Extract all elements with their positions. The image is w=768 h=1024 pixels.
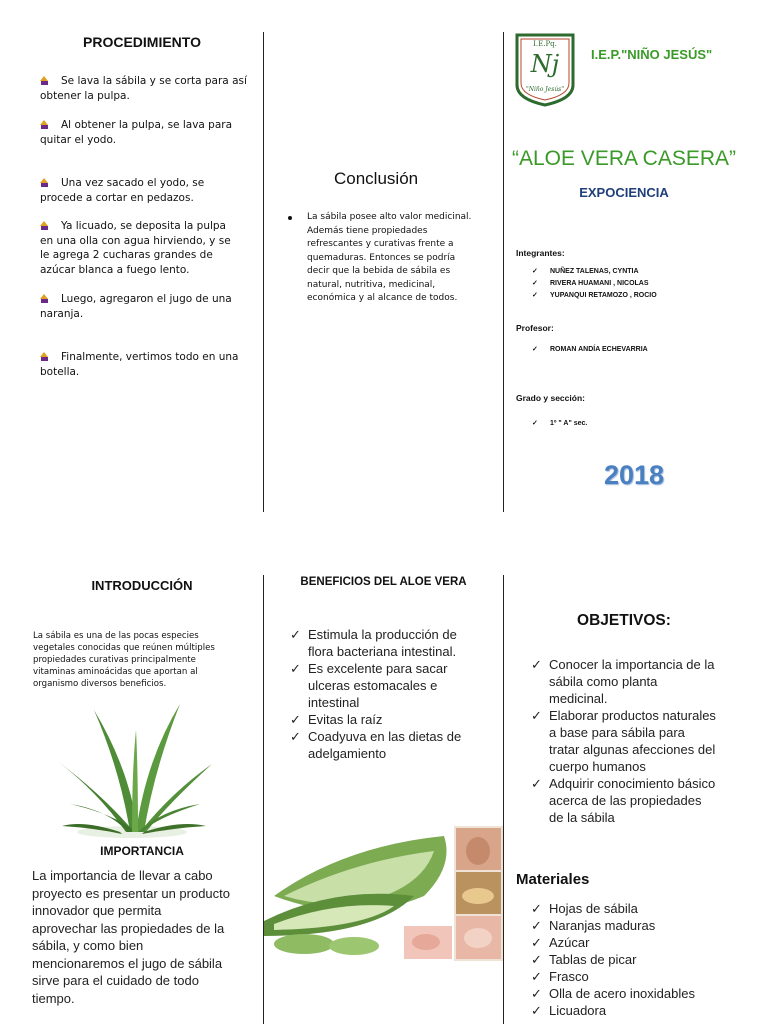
beneficio-item-line: adelgamiento (308, 746, 387, 761)
material-item-text: Hojas de sábila (549, 901, 638, 916)
importancia-text (32, 867, 262, 1007)
profesor-item (532, 344, 732, 356)
material-item (531, 917, 761, 934)
beneficio-item-line: ulceras estomacales e (308, 678, 438, 693)
objetivo-item-line: tratar algunas afecciones del (549, 742, 716, 757)
materiales-list (531, 900, 761, 1019)
procedure-step-line: Se lava la sábila y se corta para así (61, 75, 247, 87)
objetivo-item-line: de la sábila (549, 810, 615, 825)
check-icon: ✓ (531, 952, 542, 967)
importancia-line: aprovechar las propiedades de la (32, 920, 225, 936)
grado-item (532, 418, 732, 430)
check-icon: ✓ (532, 346, 538, 353)
material-item-text: Frasco (549, 969, 589, 984)
integrante-item (532, 290, 732, 302)
beneficio-item-line: Evitas la raíz (308, 712, 383, 727)
check-icon: ✓ (290, 712, 301, 727)
project-subtitle: EXPOCIENCIA (579, 185, 669, 200)
objetivo-item-line: medicinal. (549, 691, 608, 706)
conclusion-text (307, 211, 497, 306)
bullet-icon (40, 352, 49, 361)
logo-monogram: Nj (530, 50, 560, 78)
procedure-step-line: procede a cortar en pedazos. (40, 191, 194, 204)
objetivo-item-line: acerca de las propiedades (549, 793, 702, 808)
importancia-line: innovador que permita (32, 903, 162, 918)
conclusion-line: decir que la bebida de sábila es (307, 266, 451, 276)
profesor-item-text: ROMAN ANDÍA ECHEVARRIA (550, 346, 648, 353)
procedure-step (40, 219, 254, 277)
objetivo-item-line: Conocer la importancia de la (549, 657, 715, 672)
integrante-item (532, 266, 732, 278)
divider-top-right (503, 32, 504, 512)
check-icon: ✓ (531, 776, 542, 791)
conclusion-line: Además tiene propiedades (307, 225, 428, 236)
check-icon: ✓ (531, 708, 542, 723)
importancia-line: tiempo. (32, 990, 75, 1006)
year-label: 2018 (604, 460, 665, 490)
material-item (531, 934, 761, 951)
objetivo-item (531, 775, 761, 826)
importancia-line: proyecto es presentar un producto (32, 885, 231, 901)
bullet-icon (40, 294, 49, 303)
procedure-step (40, 74, 254, 103)
grado-label: Grado y sección: (516, 393, 585, 403)
materiales-title: Materiales (516, 871, 590, 888)
objetivos-list (531, 656, 761, 826)
check-icon: ✓ (531, 969, 542, 984)
integrantes-label: Integrantes: (516, 248, 565, 258)
bullet-icon (40, 120, 49, 129)
procedure-step-line: Ya licuado, se deposita la pulpa (61, 220, 226, 232)
check-icon: ✓ (532, 280, 538, 287)
material-item (531, 900, 761, 917)
conclusion-title: Conclusión (334, 169, 419, 188)
procedure-step-line: en una olla con agua hirviendo, y se (40, 234, 231, 247)
integrante-item (532, 278, 732, 290)
procedure-step-line: Luego, agregaron el jugo de una (61, 293, 232, 305)
procedure-step-line: Finalmente, vertimos todo en una (61, 351, 239, 363)
material-item-text: Olla de acero inoxidables (549, 986, 695, 1001)
check-icon: ✓ (531, 657, 542, 672)
beneficio-item (290, 660, 500, 711)
objetivo-item-line: Elaborar productos naturales (549, 708, 716, 723)
procedure-step (40, 350, 254, 379)
material-item-text: Tablas de picar (549, 952, 637, 967)
beneficios-title: BENEFICIOS DEL ALOE VERA (300, 576, 467, 588)
beneficios-list (290, 626, 500, 762)
introduccion-line: organismo diversos beneficios. (33, 679, 167, 689)
procedure-step-line: azúcar blanca a fuego lento. (40, 263, 190, 276)
check-icon: ✓ (532, 420, 538, 427)
bullet-icon (40, 178, 49, 187)
beneficio-item-line: Es excelente para sacar (308, 661, 448, 676)
check-icon: ✓ (531, 986, 542, 1001)
grado-list (532, 418, 732, 430)
profesor-label: Profesor: (516, 323, 554, 333)
material-item-text: Azúcar (549, 935, 590, 950)
material-item (531, 968, 761, 985)
beneficio-item (290, 711, 500, 728)
beneficio-item (290, 626, 500, 660)
check-icon: ✓ (531, 918, 542, 933)
importancia-line: sirve para el cuidado de todo (32, 973, 199, 988)
divider-bottom-right (503, 575, 504, 1024)
check-icon: ✓ (531, 901, 542, 916)
beneficio-item-line: Coadyuva en las dietas de (308, 729, 462, 744)
aloe-leaf-image (264, 826, 503, 961)
procedure-step-line: obtener la pulpa. (40, 89, 130, 102)
divider-top-left (263, 32, 264, 512)
importancia-line: La importancia de llevar a cabo (32, 868, 213, 883)
check-icon: ✓ (290, 729, 301, 744)
check-icon: ✓ (532, 292, 538, 299)
grado-item-text: 1º " A" sec. (550, 420, 588, 427)
aloe-plant-image (50, 700, 215, 840)
material-item (531, 951, 761, 968)
check-icon: ✓ (290, 661, 301, 676)
introduccion-line: La sábila es una de las pocas especies (33, 631, 199, 641)
objetivo-item-line: Adquirir conocimiento básico (549, 776, 716, 791)
beneficio-item-line: intestinal (308, 695, 360, 710)
conclusion-line: quemaduras. Entonces se podría (307, 252, 456, 263)
procedure-step (40, 118, 254, 147)
introduccion-line: propiedades curativas principalmente (33, 655, 196, 665)
conclusion-line: natural, nutritiva, medicinal, (307, 279, 436, 290)
conclusion-bullet (288, 216, 292, 220)
procedure-step-line: le agrega 2 cucharas grandes de (40, 249, 213, 261)
material-item-text: Licuadora (549, 1003, 607, 1018)
project-title: “ALOE VERA CASERA” (511, 147, 737, 170)
procedure-step-line: Al obtener la pulpa, se lava para (61, 119, 233, 131)
bullet-icon (40, 76, 49, 85)
conclusion-line: La sábila posee alto valor medicinal. (307, 212, 472, 222)
procedure-step (40, 176, 254, 205)
school-logo (515, 33, 575, 107)
material-item-text: Naranjas maduras (549, 918, 656, 933)
beneficio-item-line: Estimula la producción de (308, 627, 457, 642)
logo-bottom-text: "Niño Jesús" (525, 86, 565, 93)
introduccion-title: INTRODUCCIÓN (91, 578, 193, 593)
procedure-step-line: Una vez sacado el yodo, se (61, 177, 205, 189)
objetivo-item-line: a base para sábila para (549, 725, 685, 740)
integrantes-list (532, 266, 732, 302)
beneficio-item-line: flora bacteriana intestinal. (308, 644, 457, 659)
importancia-line: sábila, y como bien (32, 938, 144, 953)
procedure-step (40, 292, 254, 321)
material-item (531, 985, 761, 1002)
check-icon: ✓ (531, 935, 542, 950)
school-name: I.E.P."NIÑO JESÚS" (591, 47, 713, 62)
beneficio-item (290, 728, 500, 762)
objetivo-item (531, 656, 761, 707)
introduccion-text (33, 630, 258, 690)
procedure-step-line: botella. (40, 365, 80, 378)
procedure-step-line: naranja. (40, 307, 84, 320)
material-item (531, 1002, 761, 1019)
conclusion-line: económica y al alcance de todos. (307, 293, 458, 303)
bullet-icon (40, 221, 49, 230)
logo-top-text: I.E.Pq. (533, 40, 557, 48)
objetivo-item-line: cuerpo humanos (549, 759, 646, 774)
check-icon: ✓ (290, 627, 301, 642)
profesor-list (532, 344, 732, 356)
introduccion-line: vegetales conocidas que reúnen múltiples (33, 643, 215, 653)
integrante-item-text: RIVERA HUAMANI , NICOLAS (550, 280, 649, 287)
introduccion-line: vitaminas aminoácidas que aportan al (33, 667, 198, 677)
procedure-step-line: quitar el yodo. (40, 133, 117, 146)
check-icon: ✓ (531, 1003, 542, 1018)
conclusion-line: refrescantes y curativas frente a (307, 239, 454, 249)
objetivos-title: OBJETIVOS: (577, 612, 671, 629)
procedimiento-title: PROCEDIMIENTO (83, 34, 201, 50)
integrante-item-text: YUPANQUI RETAMOZO , ROCIO (550, 292, 657, 299)
objetivo-item (531, 707, 761, 775)
objetivo-item-line: sábila como planta (549, 674, 658, 689)
integrante-item-text: NUÑEZ TALENAS, CYNTIA (550, 268, 639, 275)
importancia-line: mencionaremos el jugo de sábila (32, 955, 223, 971)
check-icon: ✓ (532, 268, 538, 275)
importancia-title: IMPORTANCIA (100, 844, 184, 858)
